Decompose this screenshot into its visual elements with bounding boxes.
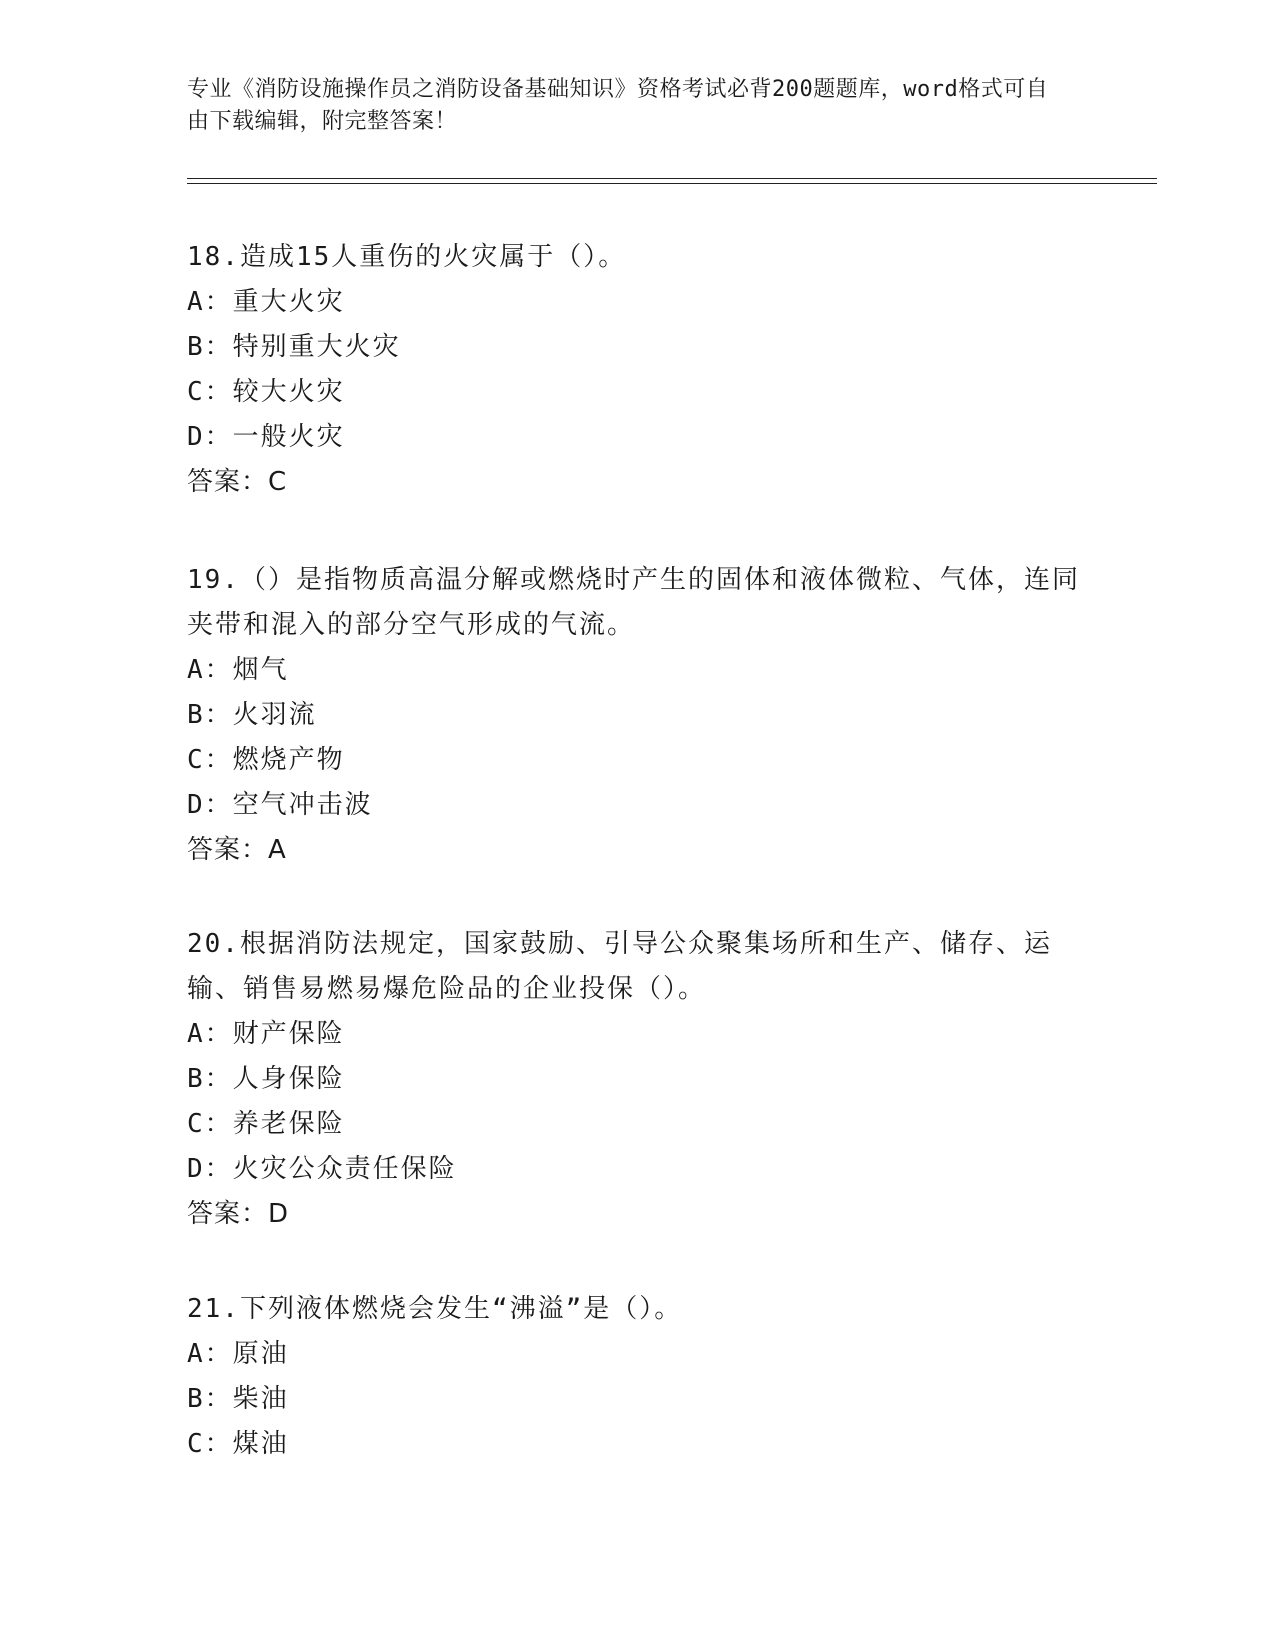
option-d: D：空气冲击波 <box>187 790 373 820</box>
document-header: 专业《消防设施操作员之消防设备基础知识》资格考试必背200题题库，word格式可自由下载编辑，附完整答案！ <box>187 77 1049 134</box>
option-b: B：柴油 <box>187 1384 289 1414</box>
option-a: A：财产保险 <box>187 1019 345 1049</box>
header-divider-bottom <box>187 183 1157 184</box>
option-d: D：火灾公众责任保险 <box>187 1154 457 1184</box>
question-20 <box>187 922 1087 1237</box>
option-a: A：烟气 <box>187 655 289 685</box>
option-c: C：燃烧产物 <box>187 745 345 775</box>
option-c: C：较大火灾 <box>187 377 345 407</box>
option-d: D：一般火灾 <box>187 422 345 452</box>
question-19 <box>187 558 1087 873</box>
option-b: B：人身保险 <box>187 1064 345 1094</box>
answer-line: 答案：D <box>187 1199 290 1229</box>
option-b: B：火羽流 <box>187 700 317 730</box>
question-18 <box>187 235 1087 505</box>
header-divider-top <box>187 178 1157 179</box>
option-c: C：养老保险 <box>187 1109 345 1139</box>
question-21 <box>187 1287 1087 1467</box>
question-stem: 18.造成15人重伤的火灾属于（）。 <box>187 242 627 272</box>
question-stem: 20.根据消防法规定，国家鼓励、引导公众聚集场所和生产、储存、运输、销售易燃易爆危险品的企业投保（）。 <box>187 929 1052 1004</box>
answer-line: 答案：A <box>187 835 287 865</box>
answer-line: 答案：C <box>187 467 288 497</box>
question-stem: 21.下列液体燃烧会发生“沸溢”是（）。 <box>187 1294 683 1324</box>
question-stem: 19.（）是指物质高温分解或燃烧时产生的固体和液体微粒、气体，连同夹带和混入的部分空气形成的气流。 <box>187 565 1080 640</box>
option-c: C：煤油 <box>187 1429 289 1459</box>
option-b: B：特别重大火灾 <box>187 332 401 362</box>
option-a: A：原油 <box>187 1339 289 1369</box>
option-a: A：重大火灾 <box>187 287 345 317</box>
